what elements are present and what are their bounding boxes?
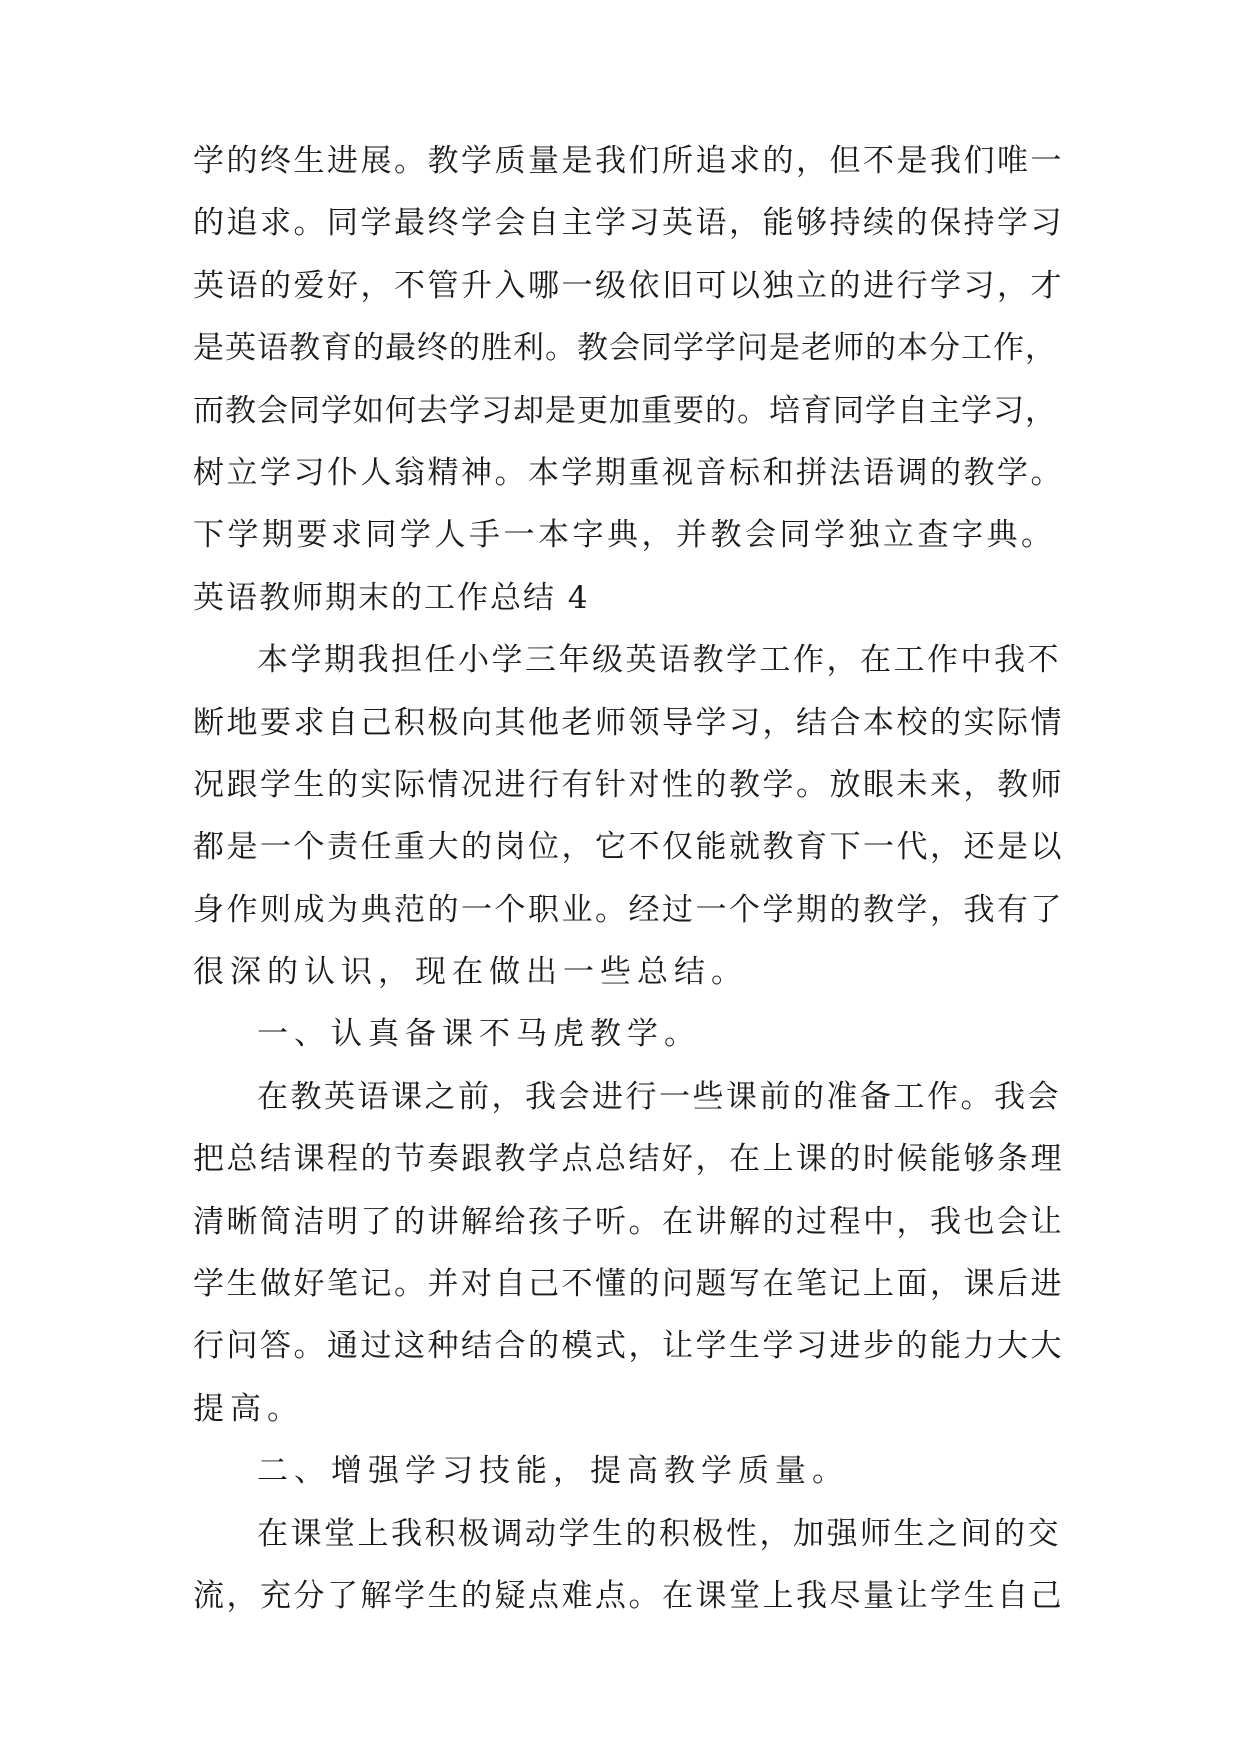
paragraph-line: 断地要求自己积极向其他老师领导学习，结合本校的实际情 — [193, 704, 1064, 741]
paragraph-line: 树立学习仆人翁精神。本学期重视音标和拼法语调的教学。 — [193, 454, 1064, 491]
paragraph-line: 一、认真备课不马虎教学。 — [257, 1016, 701, 1053]
paragraph-line: 学的终生进展。教学质量是我们所追求的，但不是我们唯一 — [193, 143, 1064, 179]
paragraph-line: 的追求。同学最终学会自主学习英语，能够持续的保持学习 — [193, 205, 1064, 242]
paragraph-line: 本学期我担任小学三年级英语教学工作，在工作中我不 — [257, 642, 1061, 679]
paragraph-line: 英语的爱好，不管升入哪一级依旧可以独立的进行学习，才 — [193, 267, 1064, 304]
paragraph-line: 在教英语课之前，我会进行一些课前的准备工作。我会 — [257, 1078, 1061, 1115]
section-heading: 英语教师期末的工作总结 4 — [193, 579, 590, 616]
paragraph-line: 在课堂上我积极调动学生的积极性，加强师生之间的交 — [257, 1515, 1061, 1552]
paragraph-line: 把总结课程的节奏跟教学点总结好，在上课的时候能够条理 — [193, 1141, 1064, 1178]
paragraph-line: 都是一个责任重大的岗位，它不仅能就教育下一代，还是以 — [193, 829, 1064, 866]
paragraph-line: 清晰简洁明了的讲解给孩子听。在讲解的过程中，我也会让 — [193, 1203, 1064, 1240]
paragraph-line: 流，充分了解学生的疑点难点。在课堂上我尽量让学生自己 — [193, 1577, 1064, 1614]
paragraph-line: 很深的认识，现在做出一些总结。 — [193, 954, 748, 991]
paragraph-line: 是英语教育的最终的胜利。教会同学学问是老师的本分工作， — [193, 330, 1057, 367]
paragraph-line: 而教会同学如何去学习却是更加重要的。培育同学自主学习， — [193, 392, 1057, 429]
paragraph-line: 二、增强学习技能，提高教学质量。 — [257, 1453, 849, 1490]
paragraph-line: 下学期要求同学人手一本字典，并教会同学独立查字典。 — [193, 517, 1056, 554]
paragraph-line: 学生做好笔记。并对自己不懂的问题写在笔记上面，课后进 — [193, 1266, 1064, 1303]
paragraph-line: 行问答。通过这种结合的模式，让学生学习进步的能力大大 — [193, 1328, 1064, 1365]
paragraph-line: 提高。 — [193, 1390, 304, 1427]
paragraph-line: 况跟学生的实际情况进行有针对性的教学。放眼未来，教师 — [193, 766, 1064, 803]
paragraph-line: 身作则成为典范的一个职业。经过一个学期的教学，我有了 — [193, 891, 1064, 928]
document-body — [193, 130, 1063, 1627]
